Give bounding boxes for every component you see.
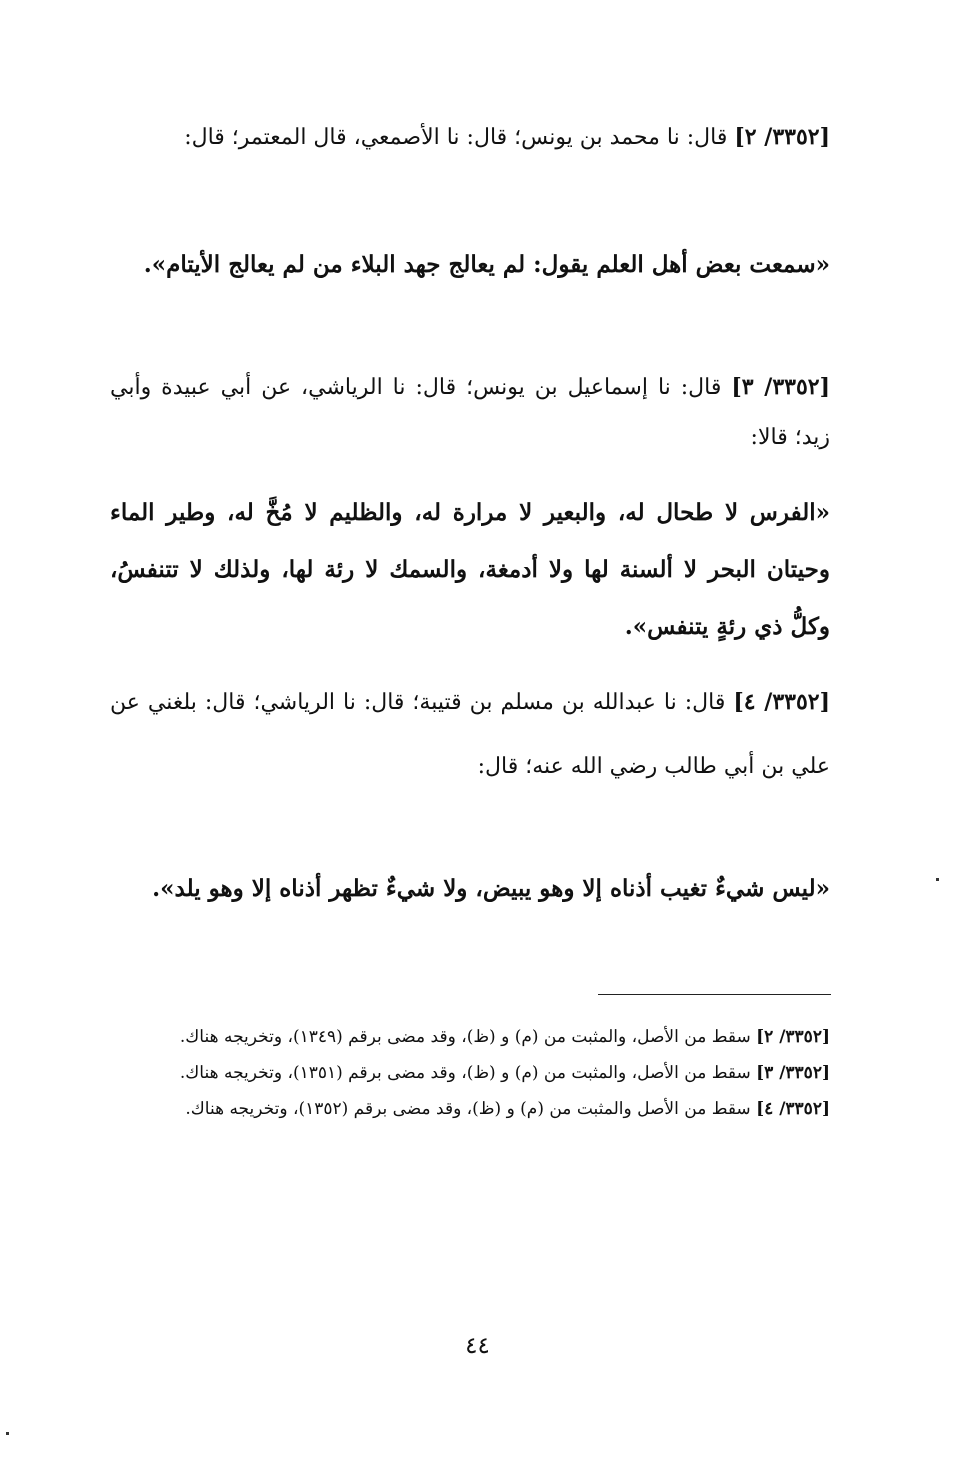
entry-3-ref: [٣٣٥٢/ ٤]: [733, 689, 830, 715]
footnote-1: [110, 1020, 830, 1054]
footnote-2-text: سقط من الأصل، والمثبت من (م) و (ظ)، وقد مضى برقم (١٣٥١)، وتخريجه هناك.: [179, 1063, 751, 1083]
footnote-3-text: سقط من الأصل والمثبت من (م) و (ظ)، وقد مضى برقم (١٣٥٢)، وتخريجه هناك.: [185, 1099, 751, 1119]
narration-1: [110, 112, 830, 163]
entry-2-ref: [٣٣٥٢/ ٣]: [731, 374, 830, 400]
entry-3-narration: قال: نا عبدالله بن مسلم بن قتيبة؛ قال: نا الرياشي؛ قال: بلغني عن علي بن أبي طالب رضي الله عنه؛ قال:: [110, 690, 830, 779]
footnote-3-ref: [٣٣٥٢/ ٤]: [756, 1099, 830, 1119]
quote-2: «الفرس لا طحال له، والبعير لا مرارة له، والظليم لا مُخَّ له، وطير الماء وحيتان البحر لا ألسنة لها ولا أدمغة، والسمك لا رئة لها، ولذلك لا تتنفسُ، وكلُّ ذي رئةٍ يتنفس».: [110, 499, 830, 640]
footnote-separator: [598, 994, 831, 995]
entry-1-narration: قال: نا محمد بن يونس؛ قال: نا الأصمعي، قال المعتمر؛ قال:: [184, 125, 728, 150]
footnote-2-ref: [٣٣٥٢/ ٣]: [756, 1063, 830, 1083]
footnote-1-text: سقط من الأصل، والمثبت من (م) و (ظ)، وقد مضى برقم (١٣٤٩)، وتخريجه هناك.: [179, 1027, 751, 1047]
quote-1: «سمعت بعض أهل العلم يقول: لم يعالج جهد البلاء من لم يعالج الأيتام».: [143, 251, 830, 278]
footnote-1-ref: [٣٣٥٢/ ٢]: [756, 1027, 830, 1047]
entry-2-narration: قال: نا إسماعيل بن يونس؛ قال: نا الرياشي، عن أبي عبيدة وأبي زيد؛ قالا:: [110, 375, 830, 450]
footnotes: [110, 1020, 830, 1128]
quote-3: «ليس شيءٌ تغيب أذناه إلا وهو يبيض، ولا شيءٌ تظهر أذناه إلا وهو يلد».: [152, 875, 830, 902]
footnote-3: [110, 1092, 830, 1126]
scan-speck: [936, 878, 939, 881]
scan-speck: [6, 1432, 9, 1435]
narration-3: [110, 670, 830, 799]
entry-1-ref: [٣٣٥٢/ ٢]: [734, 124, 830, 150]
narration-2: [110, 362, 830, 463]
footnote-2: [110, 1056, 830, 1090]
page-number: ٤٤: [465, 1333, 490, 1359]
